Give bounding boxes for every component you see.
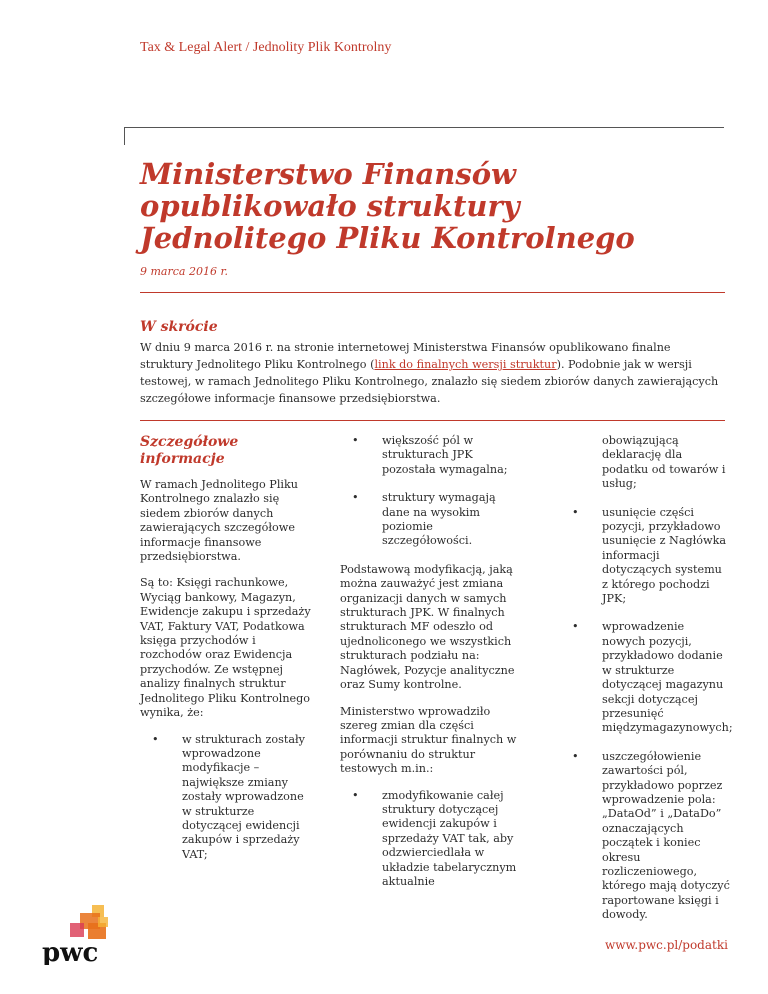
list-item (340, 491, 520, 549)
paragraph: Ministerstwo wprowadziło szereg zmian dla części informacji struktur finalnych w porównaniu do struktur testowych m.in.: (340, 704, 517, 776)
list-item (560, 506, 730, 607)
list-item-text: wprowadzenie nowych pozycji, przykładowo dodanie w strukturze dotyczącej magazynu sekcji dotyczącej przesunięć międzymagazynowych; (602, 620, 733, 735)
list-item-text: uszczegółowienie zawartości pól, przykładowo poprzez wprowadzenie pola: „DataOd” i „DataDo” oznaczających początek i koniec okresu rozliczeniowego, którego mają dotyczyć raportowane księgi i dowody. (602, 749, 730, 922)
list-item-text: zmodyfikowanie całej struktury dotyczącej ewidencji zakupów i sprzedaży VAT tak, aby odzwierciedlała w układzie tabelarycznym aktualnie (382, 788, 517, 888)
bullet-icon: • (572, 749, 579, 763)
summary-text (140, 339, 725, 407)
list-item-text: większość pól w strukturach JPK pozostała wymagalna; (382, 434, 508, 476)
publication-date: 9 marca 2016 r. (140, 265, 228, 278)
paragraph: W ramach Jednolitego Pliku Kontrolnego znalazło się siedem zbiorów danych zawierających szczegółowe informacje finansowe przedsiębiorstwa. (140, 478, 298, 564)
logo-text: pwc (42, 938, 99, 965)
pwc-logo (40, 905, 120, 965)
summary-heading: W skrócie (140, 319, 218, 335)
column-2 (340, 434, 520, 903)
divider (140, 292, 725, 293)
bullet-icon: • (352, 491, 359, 505)
list-item-text: w strukturach zostały wprowadzone modyfikacje – największe zmiany zostały wprowadzone w strukturze dotyczącej ewidencji zakupów i sprzedaży VAT; (182, 732, 305, 861)
list-item-text: usunięcie części pozycji, przykładowo usunięcie z Nagłówka informacji dotyczących systemu z którego pochodzi JPK; (602, 505, 727, 606)
list-item (560, 750, 730, 923)
summary-text-before: W dniu 9 marca 2016 r. na stronie internetowej Ministerstwa Finansów opublikowano finalne struktury Jednolitego Pliku Kontrolnego ( (140, 341, 671, 371)
bullet-list (340, 434, 520, 549)
structures-link[interactable]: link do finalnych wersji struktur (374, 358, 557, 371)
summary-text-after: ). Podobnie jak w wersji testowej, w ramach Jednolitego Pliku Kontrolnego, znalazło się siedem zbiorów danych zawierających szczegółowe informacje finansowe przedsiębiorstwa. (140, 358, 719, 405)
list-item (560, 620, 733, 735)
bullet-icon: • (572, 505, 579, 519)
list-item-text: struktury wymagają dane na wysokim poziomie szczegółowości. (382, 491, 496, 548)
list-item-continuation: obowiązującą deklarację dla podatku od towarów i usług; (602, 434, 726, 491)
bullet-icon: • (572, 620, 579, 634)
bullet-icon: • (352, 788, 359, 802)
divider (140, 420, 725, 421)
list-item (140, 733, 315, 863)
page-title: Ministerstwo Finansów opublikowało struktury Jednolitego Pliku Kontrolnego (140, 157, 635, 255)
corner-mark-vertical (124, 127, 125, 145)
list-item (340, 789, 520, 890)
document-header: Tax & Legal Alert / Jednolity Plik Kontrolny (140, 40, 392, 55)
bullet-list (340, 789, 520, 890)
bullet-list (560, 505, 733, 923)
footer-url[interactable]: www.pwc.pl/podatki (605, 938, 728, 952)
top-rule (124, 127, 724, 128)
column-3 (560, 434, 733, 937)
column-1 (140, 434, 315, 876)
list-item (340, 434, 520, 477)
paragraph: Podstawową modyfikacją, jaką można zauważyć jest zmiana organizacji danych w samych strukturach JPK. W finalnych strukturach MF odeszło od ujednoliconego we wszystkich strukturach podziału na: Nagłówek, Pozycje analityczne oraz Sumy kontrolne. (340, 562, 515, 692)
bullet-icon: • (352, 434, 359, 447)
bullet-list (140, 733, 315, 863)
bullet-icon: • (152, 732, 159, 746)
paragraph: Są to: Księgi rachunkowe, Wyciąg bankowy, Magazyn, Ewidencje zakupu i sprzedaży VAT, Faktury VAT, Podatkowa księga przychodów i rozchodów oraz Ewidencja przychodów. Ze wstępnej analizy finalnych struktur Jednolitego Pliku Kontrolnego wynika, że: (140, 576, 311, 720)
details-heading: Szczegółowe informacje (140, 434, 239, 467)
